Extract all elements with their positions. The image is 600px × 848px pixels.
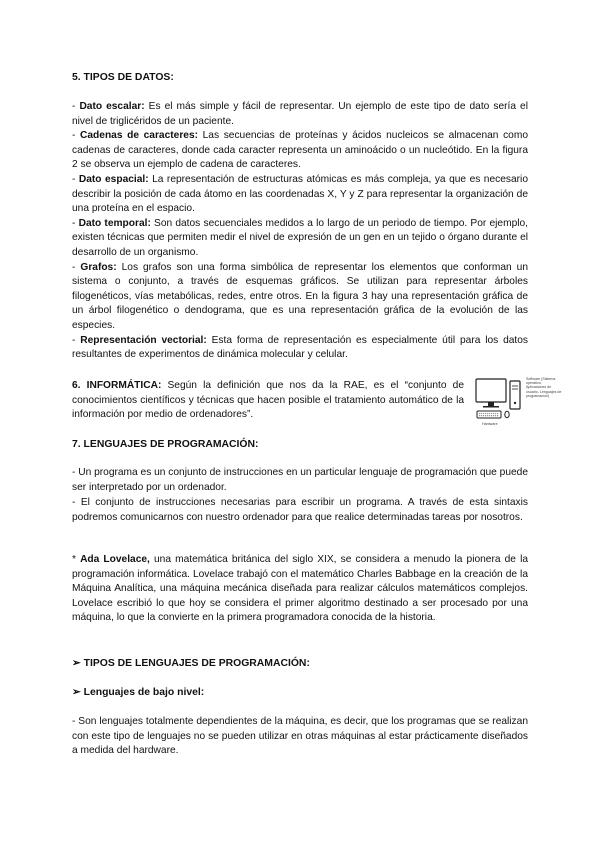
item-label: Cadenas de caracteres: xyxy=(80,130,199,142)
item-label: Dato espacial: xyxy=(78,173,149,185)
section-5-heading: 5. TIPOS DE DATOS: xyxy=(72,72,174,83)
item-label: Grafos: xyxy=(80,261,117,273)
list-item-grafos: - Grafos: Los grafos son una forma simbólica de representar los elementos que conforman un sistema o conjunto, a través de esquemas gráficos. Se utilizan para representar árboles filogenéticos, vías metabólicas, redes, entre otros. En la figura 3 hay una representación gráfica de un árbol filogenético o dendograma, que es una representación gráfica de la evolución de las especies. xyxy=(72,261,529,331)
item-text: Los grafos son una forma simbólica de representar los elementos que conforman un sistema o conjunto, a través de esquemas gráficos. Se utilizan para representar árboles filogenéticos, vías metabólicas, redes, entre otros. En la figura 3 hay una representación gráfica de un árbol filogenético o dendograma, que es una representación gráfica de la evolución de las especies. xyxy=(72,261,529,331)
section-7-heading: 7. LENGUAJES DE PROGRAMACIÓN: xyxy=(72,439,259,450)
ada-lovelace-paragraph xyxy=(72,553,528,626)
section-7-paragraph-1: - Un programa es un conjunto de instrucciones en un particular lenguaje de programación que puede ser interpretado por un ordenador. xyxy=(72,467,528,493)
ada-label: Ada Lovelace, xyxy=(80,554,150,565)
section-6-paragraph xyxy=(72,379,464,423)
tipos-lenguajes-heading: ➢ TIPOS DE LENGUAJES DE PROGRAMACIÓN: xyxy=(72,658,310,669)
item-text: Es el más simple y fácil de representar. Un ejemplo de este tipo de dato sería el nivel de triglicéridos de un paciente. xyxy=(72,101,528,127)
list-item-dato-espacial: - Dato espacial: La representación de estructuras atómicas es más compleja, ya que es necesario describir la posición de cada átomo en las coordenadas X, Y y Z para representar la organización de una proteína en el espacio. xyxy=(72,173,528,215)
item-text: Las secuencias de proteínas y ácidos nucleicos se almacenan como cadenas de caracteres, donde cada caracter representa un aminoácido o un nucleótido. En la figura 2 se observa un ejemplo de cadena de caracteres. xyxy=(72,130,528,171)
item-label: Representación vectorial: xyxy=(80,334,207,346)
list-item-vectorial: - Representación vectorial: Esta forma de representación es especialmente útil para los datos resultantes de experimentos de dinámica molecular y celular. xyxy=(72,334,528,361)
item-label: Dato escalar: xyxy=(79,101,145,112)
figure-software-label: Software (Sistema operativo, Aplicaciones de usuario, Lenguajes de programación) xyxy=(526,377,562,398)
bajo-nivel-paragraph: - Son lenguajes totalmente dependientes de la máquina, es decir, que los programas que se realizan con este tipo de lenguajes no se pueden utilizar en otras máquinas al estar prácticamente diseñados a medida del hardware. xyxy=(72,716,528,757)
section-7-paragraph-2: - El conjunto de instrucciones necesarias para escribir un programa. A través de esta sintaxis podremos comunicarnos con nuestro ordenador para que realice determinadas tareas por nosotros. xyxy=(72,497,528,523)
bajo-nivel-heading: ➢ Lenguajes de bajo nivel: xyxy=(72,687,205,698)
list-item-dato-temporal: - Dato temporal: Son datos secuenciales medidos a lo largo de un periodo de tiempo. Por ejemplo, existen técnicas que permiten medir el nivel de expresión de un gen en un tejido o órgano durante el desarrollo de un organismo. xyxy=(72,217,528,258)
item-text: La representación de estructuras atómicas es más compleja, ya que es necesario describir la posición de cada átomo en las coordenadas X, Y y Z para representar la organización de una proteína en el espacio. xyxy=(72,173,528,215)
item-label: Dato temporal: xyxy=(78,217,151,229)
section-6-label: 6. INFORMÁTICA: xyxy=(72,380,162,391)
list-item-dato-escalar: - Dato escalar: Es el más simple y fácil de representar. Un ejemplo de este tipo de dato sería el nivel de triglicéridos de un paciente. xyxy=(72,101,528,127)
figure-hardware-label: Hardware xyxy=(482,422,498,426)
item-text: Esta forma de representación es especialmente útil para los datos resultantes de experimentos de dinámica molecular y celular. xyxy=(72,334,528,361)
item-text: Son datos secuenciales medidos a lo largo de un periodo de tiempo. Por ejemplo, existen técnicas que permiten medir el nivel de expresión de un gen en un tejido o órgano durante el desarrollo de un organismo. xyxy=(72,217,528,258)
ada-prefix: * xyxy=(72,554,81,565)
section-5-list xyxy=(72,100,528,363)
section-6-text: Según la definición que nos da la RAE, es el “conjunto de conocimientos científicos y técnicas que hacen posible el tratamiento automático de la información por medio de ordenadores”. xyxy=(72,380,464,421)
computer-figure xyxy=(474,377,562,429)
ada-text: una matemática británica del siglo XIX, se considera a menudo la pionera de la programación informática. Lovelace trabajó con el matemático Charles Babbage en la creación de la Máquina Analítica, una máquina mecánica diseñada para realizar cálculos matemáticos complejos. Lovelace escribió lo que hoy se considera el primer algoritmo destinado a ser procesado por una máquina, lo que la convierte en la primera programadora conocida de la historia. xyxy=(72,554,528,624)
list-item-cadenas: - Cadenas de caracteres: Las secuencias de proteínas y ácidos nucleicos se almacenan como cadenas de caracteres, donde cada caracter representa un aminoácido o un nucleótido. En la figura 2 se observa un ejemplo de cadena de caracteres. xyxy=(72,130,528,171)
